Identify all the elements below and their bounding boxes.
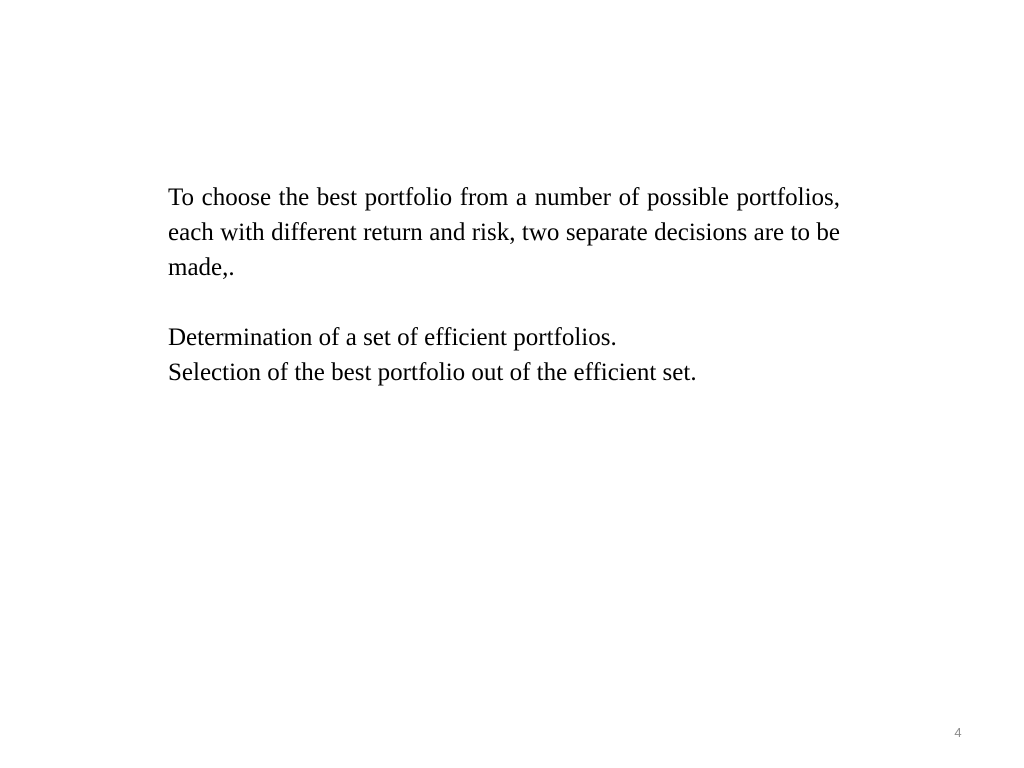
decision-item-2: Selection of the best portfolio out of the efficient set. — [168, 359, 697, 386]
decision-item-1: Determination of a set of efficient portfolios. — [168, 324, 617, 351]
paragraph-spacer — [168, 285, 840, 320]
slide-body — [168, 180, 840, 390]
page-number: 4 — [954, 725, 962, 740]
intro-paragraph: To choose the best portfolio from a number of possible portfolios, each with different return and risk, two separate decisions are to be made,. — [168, 184, 840, 281]
